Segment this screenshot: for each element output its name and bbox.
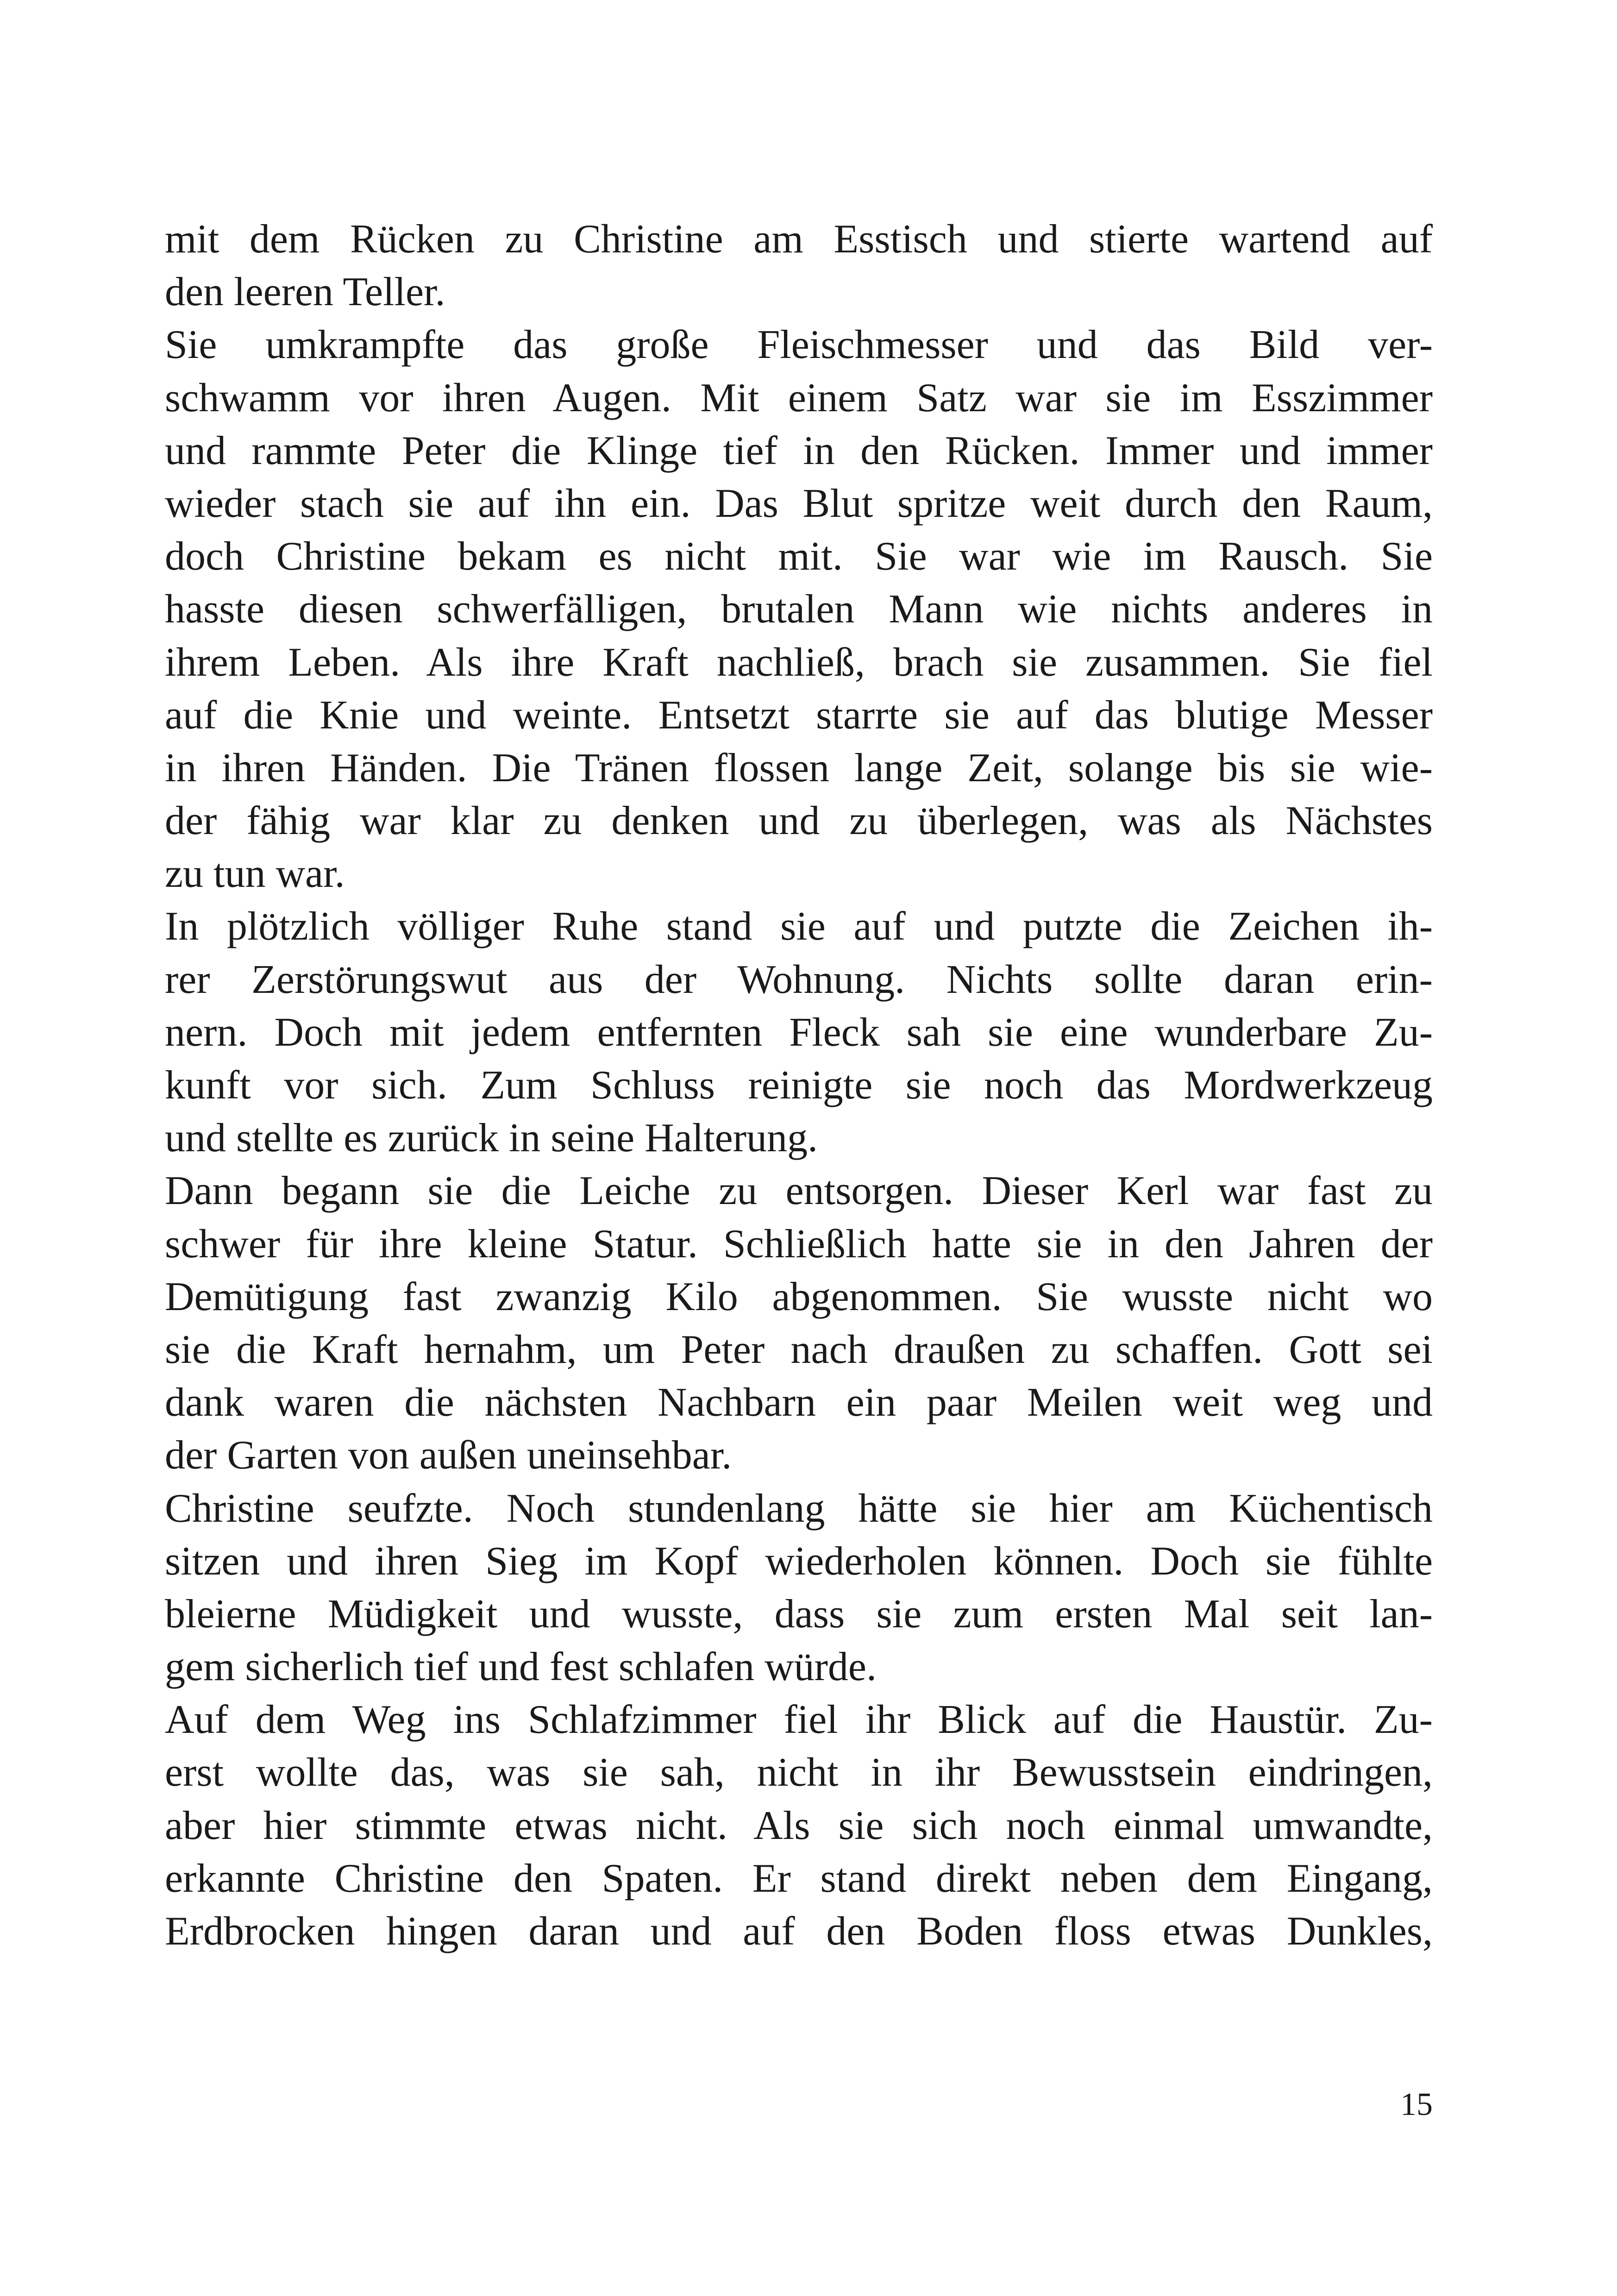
text-line: Christine seufzte. Noch stundenlang hätte sie hier am Küchentisch: [165, 1486, 1433, 1531]
text-line: schwer für ihre kleine Statur. Schließlich hatte sie in den Jahren der: [165, 1221, 1433, 1267]
text-line: doch Christine bekam es nicht mit. Sie war wie im Rausch. Sie: [165, 534, 1433, 579]
text-line: Sie umkrampfte das große Fleischmesser und das Bild ver-: [165, 322, 1433, 368]
text-line: der fähig war klar zu denken und zu überlegen, was als Nächstes: [165, 798, 1433, 844]
text-line: erkannte Christine den Spaten. Er stand direkt neben dem Eingang,: [165, 1856, 1433, 1901]
text-line: ihrem Leben. Als ihre Kraft nachließ, brach sie zusammen. Sie fiel: [165, 640, 1433, 685]
text-line: In plötzlich völliger Ruhe stand sie auf und putzte die Zeichen ih-: [165, 904, 1433, 949]
text-line: schwamm vor ihren Augen. Mit einem Satz war sie im Esszimmer: [165, 375, 1433, 420]
text-line: und stellte es zurück in seine Halterung.: [165, 1116, 818, 1161]
text-line: bleierne Müdigkeit und wusste, dass sie zum ersten Mal seit lan-: [165, 1591, 1433, 1637]
text-line: Dann begann sie die Leiche zu entsorgen. Dieser Kerl war fast zu: [165, 1168, 1433, 1214]
text-line: der Garten von außen uneinsehbar.: [165, 1433, 732, 1478]
text-line: und rammte Peter die Klinge tief in den Rücken. Immer und immer: [165, 428, 1433, 473]
text-line: kunft vor sich. Zum Schluss reinigte sie noch das Mordwerkzeug: [165, 1063, 1433, 1108]
text-line: hasste diesen schwerfälligen, brutalen Mann wie nichts anderes in: [165, 587, 1433, 632]
text-line: aber hier stimmte etwas nicht. Als sie sich noch einmal umwandte,: [165, 1803, 1433, 1848]
text-line: zu tun war.: [165, 851, 345, 897]
text-line: Demütigung fast zwanzig Kilo abgenommen. Sie wusste nicht wo: [165, 1274, 1433, 1319]
text-line: sie die Kraft hernahm, um Peter nach draußen zu schaffen. Gott sei: [165, 1327, 1433, 1372]
text-line: auf die Knie und weinte. Entsetzt starrte sie auf das blutige Messer: [165, 692, 1433, 738]
text-line: Erdbrocken hingen daran und auf den Boden floss etwas Dunkles,: [165, 1909, 1433, 1954]
text-line: den leeren Teller.: [165, 270, 445, 315]
text-line: nern. Doch mit jedem entfernten Fleck sah sie eine wunderbare Zu-: [165, 1010, 1433, 1055]
text-line: Auf dem Weg ins Schlafzimmer fiel ihr Blick auf die Haustür. Zu-: [165, 1697, 1433, 1743]
text-line: mit dem Rücken zu Christine am Esstisch und stierte wartend auf: [165, 217, 1433, 262]
body-text: [165, 213, 1433, 1958]
text-line: sitzen und ihren Sieg im Kopf wiederholen können. Doch sie fühlte: [165, 1538, 1433, 1584]
text-line: gem sicherlich tief und fest schlafen würde.: [165, 1644, 877, 1690]
text-line: wieder stach sie auf ihn ein. Das Blut spritze weit durch den Raum,: [165, 481, 1433, 526]
text-line: dank waren die nächsten Nachbarn ein paar Meilen weit weg und: [165, 1380, 1433, 1425]
text-line: in ihren Händen. Die Tränen flossen lange Zeit, solange bis sie wie-: [165, 745, 1433, 790]
text-line: rer Zerstörungswut aus der Wohnung. Nichts sollte daran erin-: [165, 957, 1433, 1002]
text-line: erst wollte das, was sie sah, nicht in ihr Bewusstsein eindringen,: [165, 1750, 1433, 1795]
page-number: 15: [1400, 2087, 1433, 2122]
